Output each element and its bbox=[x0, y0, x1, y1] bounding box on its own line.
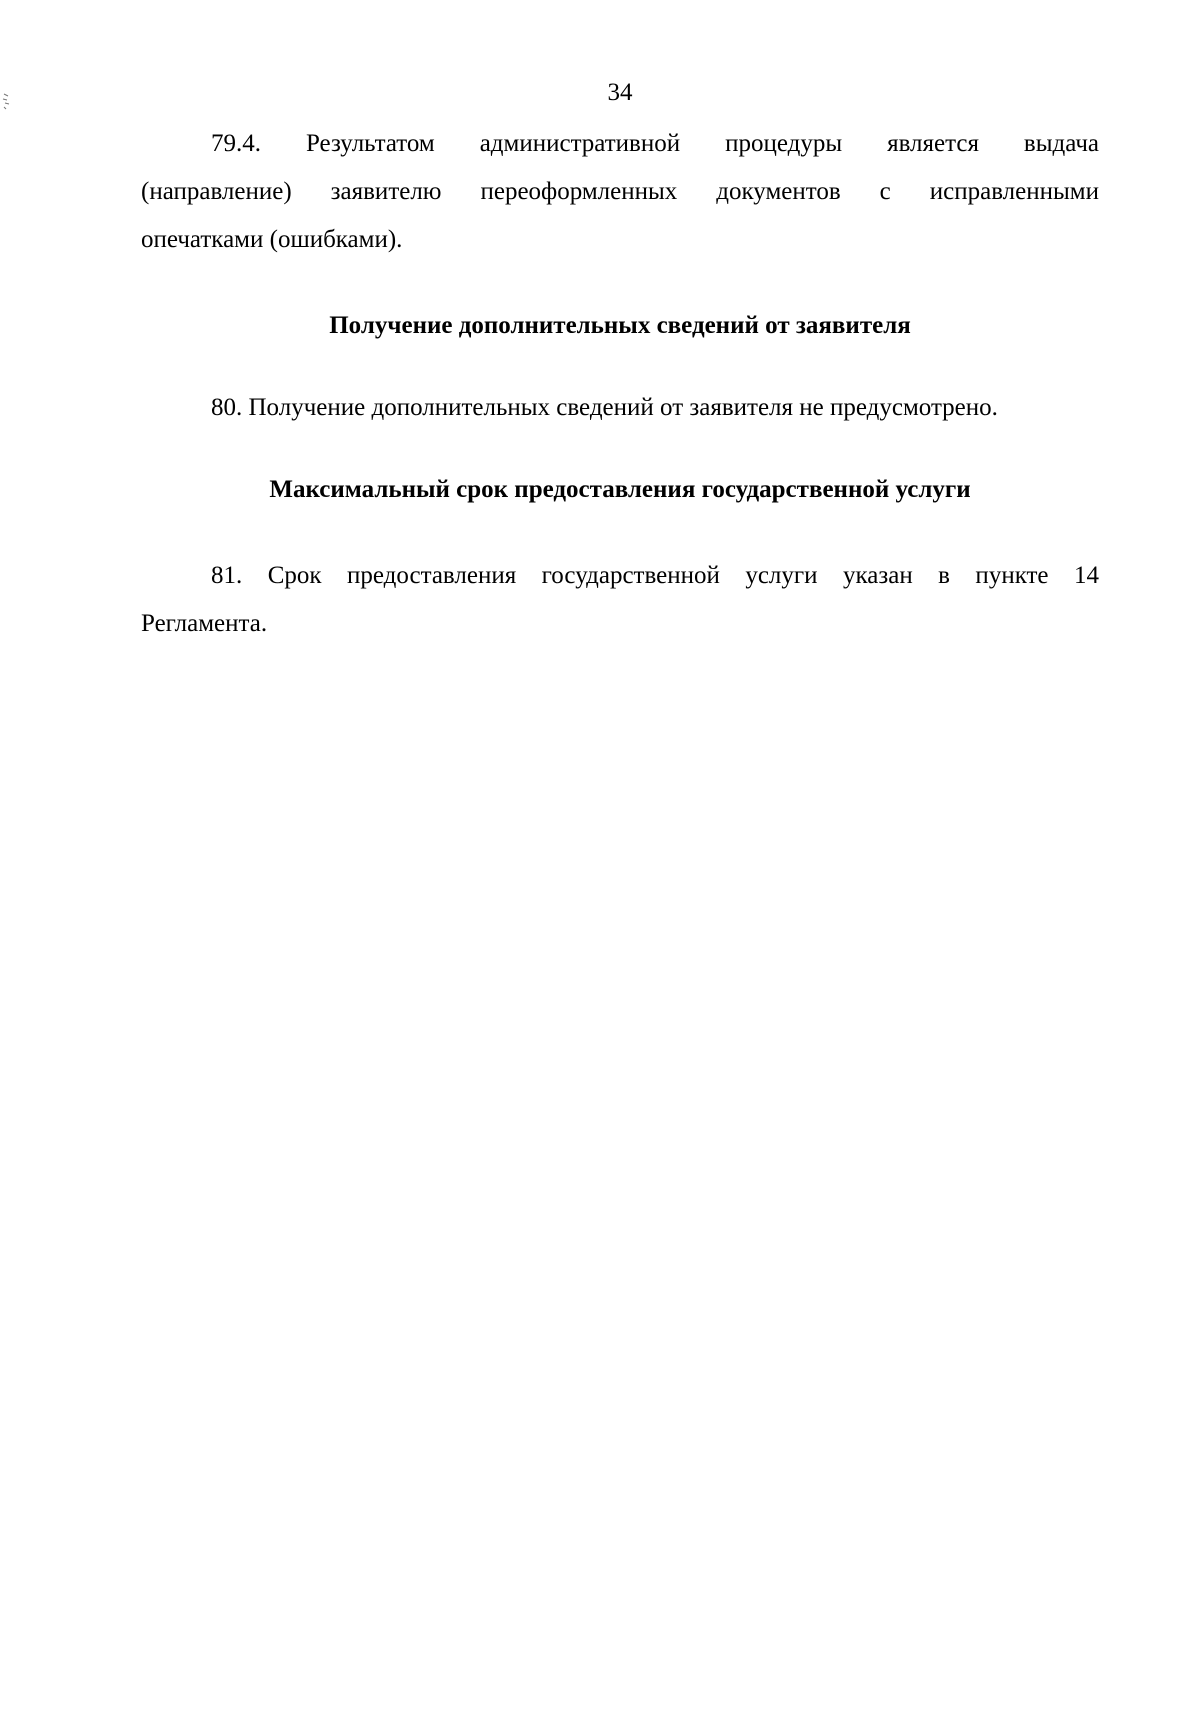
paragraph-80: 80. Получение дополнительных сведений от заявителя не предусмотрено. bbox=[211, 394, 998, 421]
paragraph-79-4-line-2: (направление) заявителю переоформленных документов с исправленными bbox=[141, 178, 1099, 205]
paragraph-81-line-1: 81. Срок предоставления государственной услуги указан в пункте 14 bbox=[211, 562, 1099, 589]
page-number: 34 bbox=[607, 79, 633, 106]
document-body bbox=[141, 120, 1099, 648]
paragraph-79-4-line-3: опечатками (ошибками). bbox=[141, 226, 403, 253]
section-heading-max-term: Максимальный срок предоставления государственной услуги bbox=[269, 476, 971, 503]
paragraph-81 bbox=[141, 552, 1099, 648]
paragraph-81-line-2: Регламента. bbox=[141, 610, 268, 637]
paragraph-79-4-line-1: 79.4. Результатом административной процедуры является выдача bbox=[211, 130, 1099, 157]
section-heading-additional-info: Получение дополнительных сведений от заявителя bbox=[329, 312, 911, 339]
paragraph-79-4 bbox=[141, 120, 1099, 264]
